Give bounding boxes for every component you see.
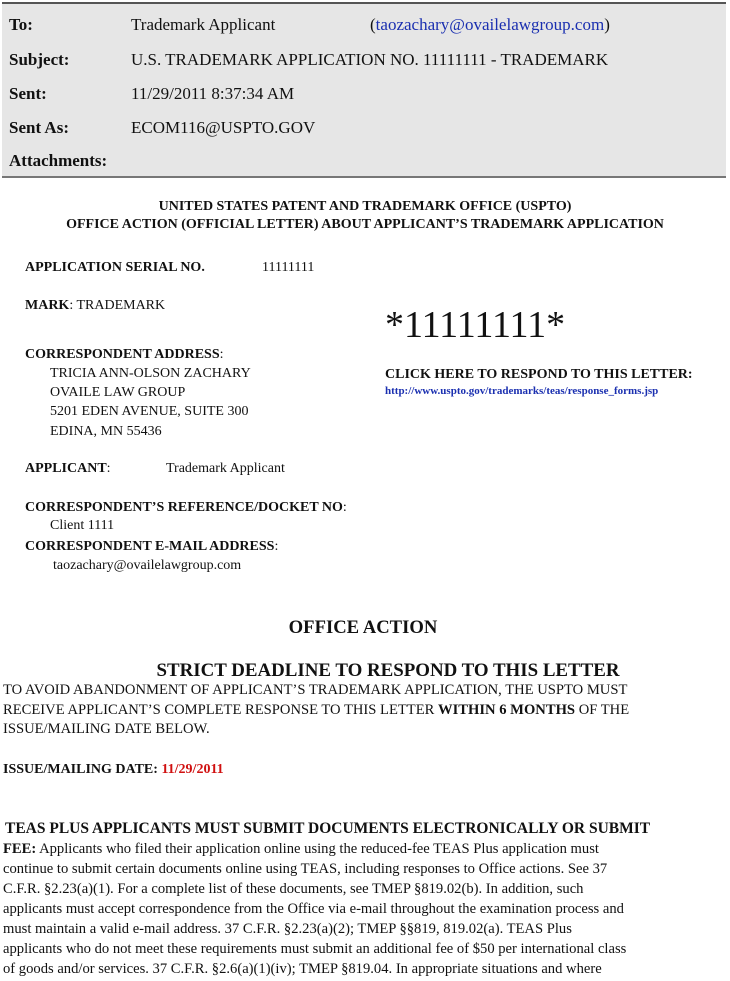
teas-text: applicants must accept correspondence from the Office via e-mail throughout the examination process and xyxy=(3,901,624,917)
correspondent-address-label: CORRESPONDENT ADDRESS: xyxy=(25,347,224,362)
sent-as: ECOM116@USPTO.GOV xyxy=(131,118,316,137)
letter-title: UNITED STATES PATENT AND TRADEMARK OFFICE (USPTO) xyxy=(158,199,572,214)
issue-date-value: 11/29/2011 xyxy=(161,762,224,777)
label: CORRESPONDENT E-MAIL ADDRESS xyxy=(25,539,275,554)
address-line: 5201 EDEN AVENUE, SUITE 300 xyxy=(50,404,249,419)
subject: U.S. TRADEMARK APPLICATION NO. 11111111 - TRADEMARK xyxy=(131,50,609,69)
address-line: EDINA, MN 55436 xyxy=(50,424,162,439)
teas-text: must maintain a valid e-mail address. 37 C.F.R. §2.23(a)(2); TMEP §§819, 819.02(a). TEAS Plus xyxy=(3,921,572,937)
mark-label: MARK xyxy=(25,298,70,313)
teas-heading: TEAS PLUS APPLICANTS MUST SUBMIT DOCUMENTS ELECTRONICALLY OR SUBMIT xyxy=(5,820,651,837)
respond-link[interactable]: http://www.uspto.gov/trademarks/teas/response_forms.jsp xyxy=(385,385,659,397)
mark-value: : TRADEMARK xyxy=(69,298,166,313)
deadline-emphasis: WITHIN 6 MONTHS xyxy=(438,702,576,718)
applicant-label: APPLICANT: xyxy=(25,461,111,476)
to-name: Trademark Applicant xyxy=(131,15,276,34)
address-line: TRICIA ANN-OLSON ZACHARY xyxy=(50,366,251,381)
office-action-heading: OFFICE ACTION xyxy=(288,617,438,638)
teas-text xyxy=(3,842,599,857)
label: CORRESPONDENT’S REFERENCE/DOCKET NO xyxy=(25,500,343,515)
barcode-text: *11111111* xyxy=(385,304,566,346)
deadline-heading: STRICT DEADLINE TO RESPOND TO THIS LETTER xyxy=(156,660,620,681)
issue-label: ISSUE/MAILING DATE: xyxy=(3,762,162,777)
serial-number: 11111111 xyxy=(262,260,315,275)
teas-text: of goods and/or services. 37 C.F.R. §2.6(a)(1)(iv); TMEP §819.04. In appropriate situations and where xyxy=(3,961,602,977)
docket-value: Client 1111 xyxy=(50,518,115,533)
address-line: OVAILE LAW GROUP xyxy=(50,385,186,400)
text: Applicants who filed their application online using the reduced-fee TEAS Plus application must xyxy=(36,841,599,857)
to-email: (taozachary@ovailelawgroup.com) xyxy=(370,15,610,34)
text: RECEIVE APPLICANT’S COMPLETE RESPONSE TO THIS LETTER xyxy=(3,702,439,718)
to-label: To: xyxy=(9,15,33,34)
issue-date xyxy=(3,763,224,777)
applicant-value: Trademark Applicant xyxy=(166,461,285,476)
mark xyxy=(25,299,165,313)
correspondent-email-label: CORRESPONDENT E-MAIL ADDRESS: xyxy=(25,539,279,554)
label: CORRESPONDENT ADDRESS xyxy=(25,347,220,362)
to-email-link[interactable]: taozachary@ovailelawgroup.com xyxy=(375,15,605,34)
deadline-text: TO AVOID ABANDONMENT OF APPLICANT’S TRADEMARK APPLICATION, THE USPTO MUST xyxy=(3,682,628,698)
letter-subtitle: OFFICE ACTION (OFFICIAL LETTER) ABOUT APPLICANT’S TRADEMARK APPLICATION xyxy=(66,217,664,232)
label: APPLICANT xyxy=(25,461,107,476)
subject-label: Subject: xyxy=(9,50,70,69)
text: OF THE xyxy=(575,702,630,718)
email-header xyxy=(2,2,726,178)
teas-text: applicants who do not meet these requirements must submit an additional fee of $50 per international class xyxy=(3,941,627,957)
deadline-text: ISSUE/MAILING DATE BELOW. xyxy=(3,721,210,737)
docket-label: CORRESPONDENT’S REFERENCE/DOCKET NO: xyxy=(25,500,347,515)
correspondent-email: taozachary@ovailelawgroup.com xyxy=(53,558,242,573)
sent-date: 11/29/2011 8:37:34 AM xyxy=(131,84,295,103)
fee-label: FEE: xyxy=(3,841,37,857)
serial-label: APPLICATION SERIAL NO. xyxy=(25,260,205,275)
sent-label: Sent: xyxy=(9,84,47,103)
teas-text: C.F.R. §2.23(a)(1). For a complete list of these documents, see TMEP §819.02(b). In addition, such xyxy=(3,881,584,897)
teas-text: continue to submit certain documents online using TEAS, including responses to Office actions. See 37 xyxy=(3,861,608,877)
deadline-text xyxy=(3,703,629,718)
attachments-label: Attachments: xyxy=(9,151,108,170)
sent-as-label: Sent As: xyxy=(9,118,69,137)
respond-label: CLICK HERE TO RESPOND TO THIS LETTER: xyxy=(385,367,693,382)
